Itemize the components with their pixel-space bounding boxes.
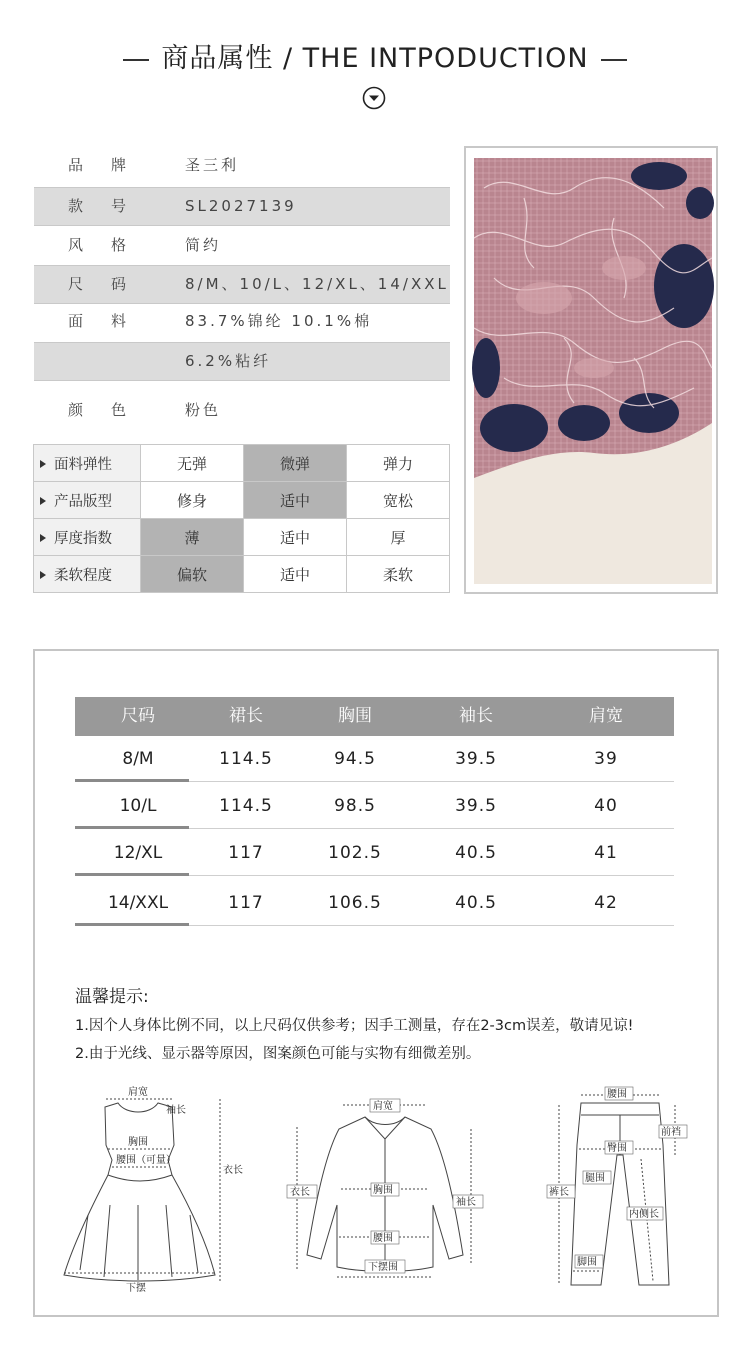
tip-line-1: 1.因个人身体比例不同，以上尺码仅供参考；因手工测量，存在2-3cm误差，敬请见谅!	[75, 1018, 634, 1034]
attribute-value: 圣三利	[185, 156, 240, 174]
attribute-row	[34, 265, 450, 304]
attribute-label: 品牌	[68, 156, 155, 174]
dress-chest-label: 胸围	[128, 1137, 148, 1148]
attribute-row	[34, 147, 450, 184]
pants-rise-label: 前裆	[661, 1127, 681, 1138]
size-row	[75, 783, 674, 829]
feel-option: 适中	[244, 556, 347, 593]
size-label-cell: 14/XXL	[107, 893, 169, 913]
feel-row-label	[34, 519, 141, 556]
pants-inseam-label: 内侧长	[629, 1209, 659, 1220]
size-value-cell: 98.5	[334, 796, 376, 816]
size-header-cell: 肩宽	[589, 706, 623, 726]
dress-sleeve-label: 袖长	[166, 1105, 186, 1116]
feel-row-label	[34, 556, 141, 593]
size-row	[75, 736, 674, 782]
feel-option: 柔软	[347, 556, 450, 593]
attribute-value: 粉色	[185, 401, 222, 419]
feel-option-selected: 偏软	[141, 556, 244, 593]
feel-label-text: 面料弹性	[54, 456, 112, 473]
attribute-label: 颜色	[68, 401, 155, 419]
size-value-cell: 117	[228, 893, 264, 913]
shirt-hem-label: 下摆围	[368, 1262, 398, 1273]
feel-option: 适中	[244, 519, 347, 556]
dress-shoulder-label: 肩宽	[128, 1087, 148, 1098]
attribute-value: 简约	[185, 236, 222, 254]
shirt-length-label: 衣长	[290, 1187, 310, 1198]
row-accent-underline	[75, 873, 189, 876]
feel-row	[34, 482, 450, 519]
feel-label-text: 厚度指数	[54, 530, 112, 547]
fabric-feel-table	[33, 444, 450, 593]
attribute-row	[34, 303, 450, 340]
shirt-chest-label: 胸围	[373, 1185, 393, 1196]
pants-waist-label: 腰围	[607, 1089, 627, 1100]
fabric-lace-photo	[474, 158, 712, 584]
row-accent-underline	[75, 779, 189, 782]
size-value-cell: 39	[594, 749, 618, 769]
attribute-value: 8/M、10/L、12/XL、14/XXL	[185, 275, 449, 293]
attribute-label: 风格	[68, 236, 155, 254]
attribute-row	[34, 392, 450, 429]
attribute-value: 6.2%粘纤	[185, 352, 272, 370]
section-title	[0, 36, 750, 75]
size-value-cell: 102.5	[328, 843, 382, 863]
size-label-cell: 12/XL	[113, 843, 163, 863]
pants-hip-label: 臀围	[607, 1143, 627, 1154]
size-header-cell: 袖长	[459, 706, 493, 726]
attribute-value: SL2027139	[185, 197, 297, 215]
title-text: 商品属性 / THE INTPODUCTION	[161, 43, 589, 74]
pants-thigh-label: 腿围	[585, 1173, 605, 1184]
size-label-cell: 10/L	[119, 796, 157, 816]
attribute-label: 款号	[68, 197, 155, 215]
feel-label-text: 柔软程度	[54, 567, 112, 584]
pants-length-label: 裤长	[549, 1187, 569, 1198]
feel-option: 修身	[141, 482, 244, 519]
triangle-right-icon	[40, 571, 46, 579]
feel-row	[34, 556, 450, 593]
size-chart-header	[75, 697, 674, 736]
size-value-cell: 42	[594, 893, 618, 913]
feel-row	[34, 519, 450, 556]
triangle-right-icon	[40, 534, 46, 542]
size-value-cell: 39.5	[455, 796, 497, 816]
size-header-cell: 胸围	[338, 706, 372, 726]
dress-waist-label: 腰围（可量）	[116, 1155, 176, 1166]
size-value-cell: 40.5	[455, 843, 497, 863]
shirt-shoulder-label: 肩宽	[373, 1101, 393, 1112]
size-value-cell: 40.5	[455, 893, 497, 913]
chevron-down-icon	[362, 86, 386, 110]
feel-option-selected: 适中	[244, 482, 347, 519]
attribute-row	[34, 342, 450, 381]
size-row	[75, 880, 674, 926]
size-value-cell: 106.5	[328, 893, 382, 913]
title-dash-right	[601, 59, 627, 61]
size-value-cell: 94.5	[334, 749, 376, 769]
pants-foot-label: 脚围	[577, 1257, 597, 1268]
row-accent-underline	[75, 923, 189, 926]
attribute-label: 面料	[68, 312, 155, 330]
dress-measure-diagram	[60, 1085, 243, 1295]
triangle-right-icon	[40, 497, 46, 505]
feel-row-label	[34, 482, 141, 519]
row-accent-underline	[75, 826, 189, 829]
triangle-right-icon	[40, 460, 46, 468]
feel-option: 宽松	[347, 482, 450, 519]
pants-measure-diagram	[545, 1085, 695, 1295]
tips-title: 温馨提示:	[75, 987, 149, 1007]
feel-option-selected: 微弹	[244, 445, 347, 482]
feel-option-selected: 薄	[141, 519, 244, 556]
tip-line-2: 2.由于光线、显示器等原因，图案颜色可能与实物有细微差别。	[75, 1046, 481, 1062]
feel-row-label	[34, 445, 141, 482]
attribute-value: 83.7%锦纶 10.1%棉	[185, 312, 373, 330]
size-value-cell: 41	[594, 843, 618, 863]
size-value-cell: 114.5	[219, 796, 273, 816]
size-value-cell: 114.5	[219, 749, 273, 769]
feel-label-text: 产品版型	[54, 493, 112, 510]
feel-row	[34, 445, 450, 482]
dress-length-label: 衣长	[223, 1165, 243, 1176]
attribute-row	[34, 227, 450, 264]
shirt-measure-diagram	[285, 1095, 485, 1295]
size-header-cell: 尺码	[121, 706, 155, 726]
feel-option: 无弹	[141, 445, 244, 482]
feel-option: 厚	[347, 519, 450, 556]
size-header-cell: 裙长	[229, 706, 263, 726]
feel-option: 弹力	[347, 445, 450, 482]
size-value-cell: 117	[228, 843, 264, 863]
size-value-cell: 40	[594, 796, 618, 816]
shirt-waist-label: 腰围	[373, 1233, 393, 1244]
attribute-row	[34, 187, 450, 226]
dress-hem-label: 下摆	[126, 1283, 146, 1294]
title-dash-left	[123, 59, 149, 61]
size-value-cell: 39.5	[455, 749, 497, 769]
size-label-cell: 8/M	[122, 749, 154, 769]
shirt-sleeve-label: 袖长	[456, 1197, 476, 1208]
size-row	[75, 830, 674, 876]
attribute-label: 尺码	[68, 275, 155, 293]
